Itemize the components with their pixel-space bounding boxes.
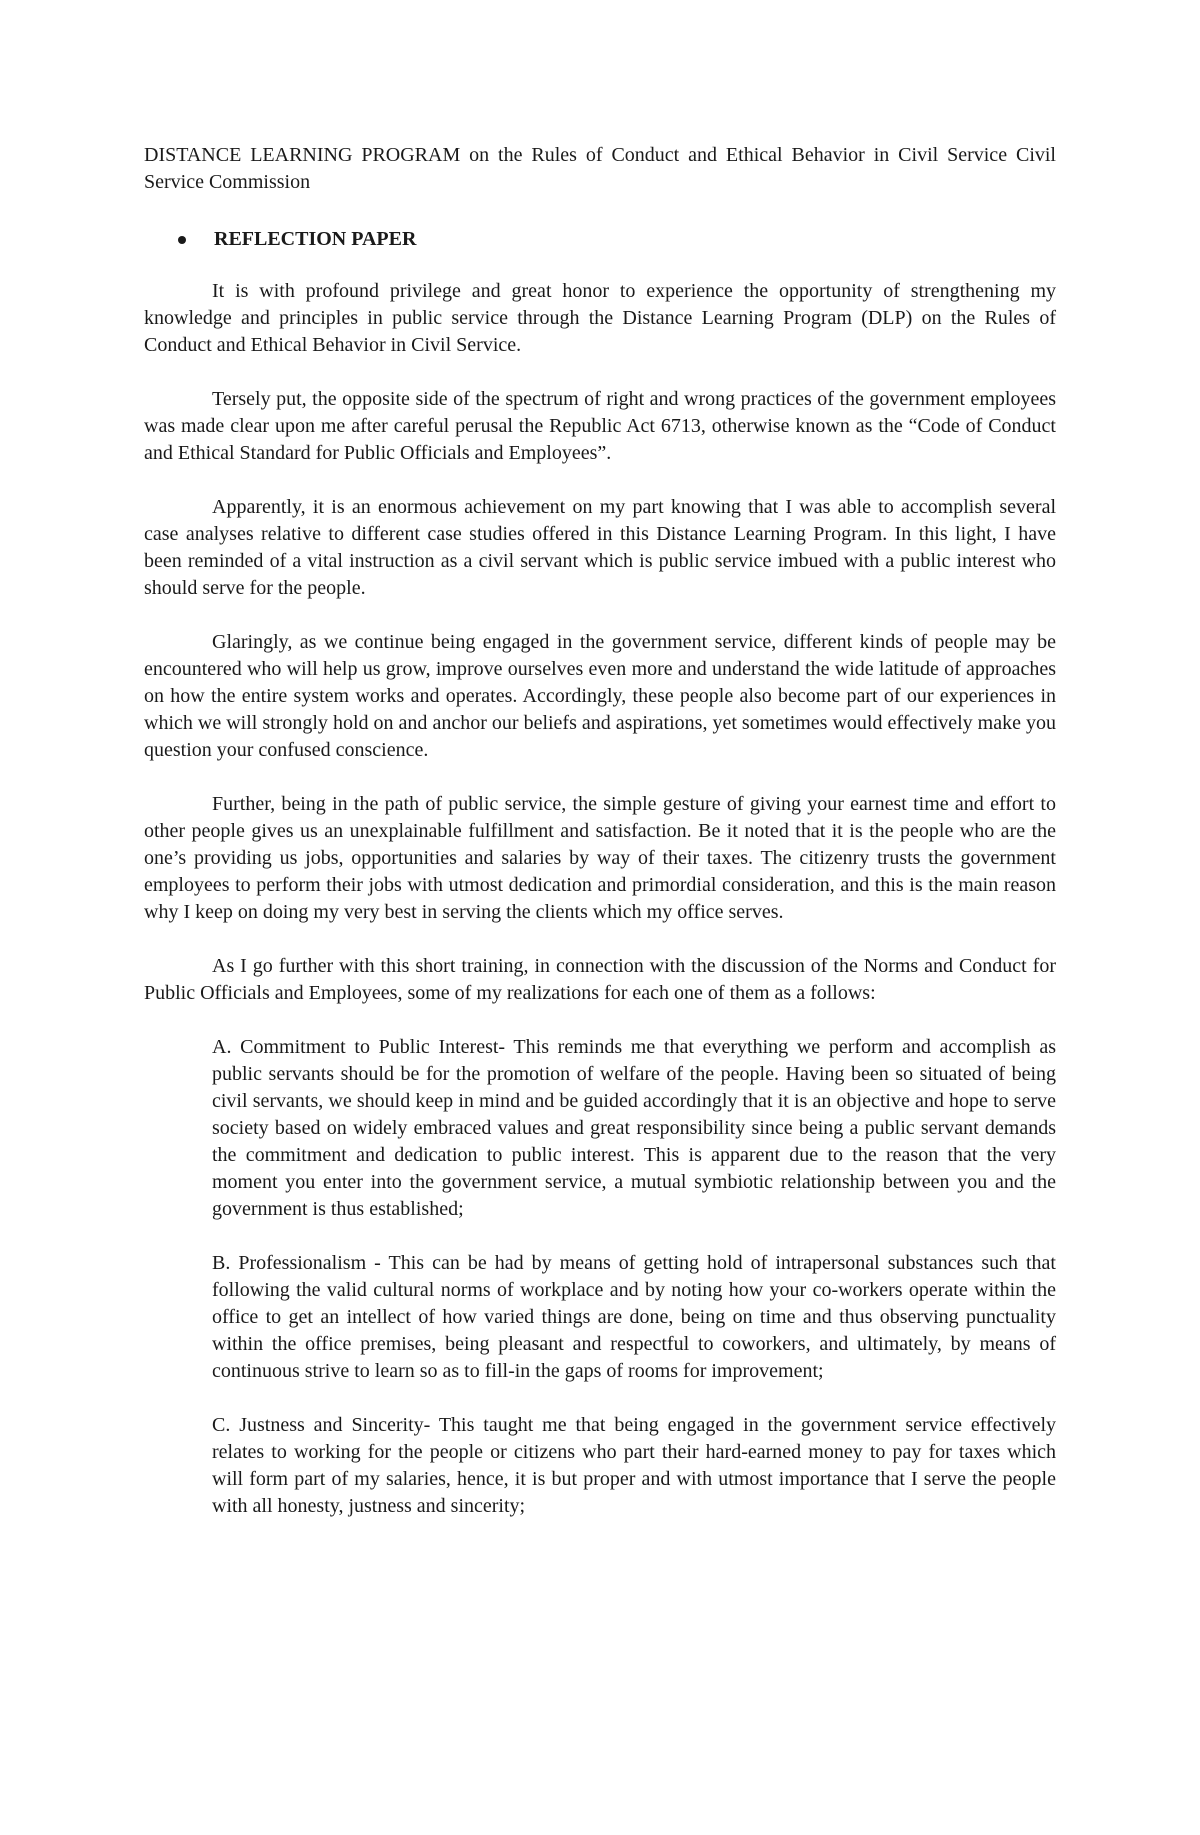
- section-heading-label: REFLECTION PAPER: [214, 228, 417, 250]
- paragraph-4: Glaringly, as we continue being engaged in the government service, different kinds of people may be encountered who will help us grow, improve ourselves even more and understand the wide latitude of approaches on how the entire system works and operates. Accordingly, these people also become part of our experiences in which we will strongly hold on and anchor our beliefs and aspirations, yet sometimes would effectively make you question your confused conscience.: [144, 631, 1056, 761]
- norm-item-justness: C. Justness and Sincerity- This taught me that being engaged in the government service effectively relates to working for the people or citizens who part their hard-earned money to pay for taxes which will form part of my salaries, hence, it is but proper and with utmost importance that I serve the people with all honesty, justness and sincerity;: [212, 1414, 1056, 1517]
- paragraph-3: Apparently, it is an enormous achievement on my part knowing that I was able to accomplish several case analyses relative to different case studies offered in this Distance Learning Program. In this light, I have been reminded of a vital instruction as a civil servant which is public service imbued with a public interest who should serve for the people.: [144, 496, 1056, 599]
- bullet-icon: [178, 236, 186, 244]
- norms-list: [144, 1034, 1056, 1520]
- paragraph-1: It is with profound privilege and great honor to experience the opportunity of strengthening my knowledge and principles in public service through the Distance Learning Program (DLP) on the Rules of Conduct and Ethical Behavior in Civil Service.: [144, 280, 1056, 356]
- paragraph-5: Further, being in the path of public service, the simple gesture of giving your earnest time and effort to other people gives us an unexplainable fulfillment and satisfaction. Be it noted that it is the people who are the one’s providing us jobs, opportunities and salaries by way of their taxes. The citizenry trusts the government employees to perform their jobs with utmost dedication and primordial consideration, and this is the main reason why I keep on doing my very best in serving the clients which my office serves.: [144, 793, 1056, 923]
- section-heading: [178, 226, 416, 253]
- norm-item-professionalism: B. Professionalism - This can be had by means of getting hold of intrapersonal substances such that following the valid cultural norms of workplace and by noting how your co-workers operate within the office to get an intellect of how varied things are done, being on time and thus observing punctuality within the office premises, being pleasant and respectful to coworkers, and ultimately, by means of continuous strive to learn so as to fill-in the gaps of rooms for improvement;: [212, 1252, 1056, 1382]
- document-body: [144, 278, 1056, 1547]
- norm-item-commitment: A. Commitment to Public Interest- This reminds me that everything we perform and accomplish as public servants should be for the promotion of welfare of the people. Having been so situated of being civil servants, we should keep in mind and be guided accordingly that it is an objective and hope to serve society based on widely embraced values and great responsibility since being a public servant demands the commitment and dedication to public interest. This is apparent due to the reason that the very moment you enter into the government service, a mutual symbiotic relationship between you and the government is thus established;: [212, 1036, 1056, 1220]
- document-title: DISTANCE LEARNING PROGRAM on the Rules of Conduct and Ethical Behavior in Civil Service Civil Service Commission: [144, 144, 1056, 193]
- paragraph-6: As I go further with this short training, in connection with the discussion of the Norms and Conduct for Public Officials and Employees, some of my realizations for each one of them as a follows:: [144, 955, 1056, 1004]
- paragraph-2: Tersely put, the opposite side of the spectrum of right and wrong practices of the government employees was made clear upon me after careful perusal the Republic Act 6713, otherwise known as the “Code of Conduct and Ethical Standard for Public Officials and Employees”.: [144, 388, 1056, 464]
